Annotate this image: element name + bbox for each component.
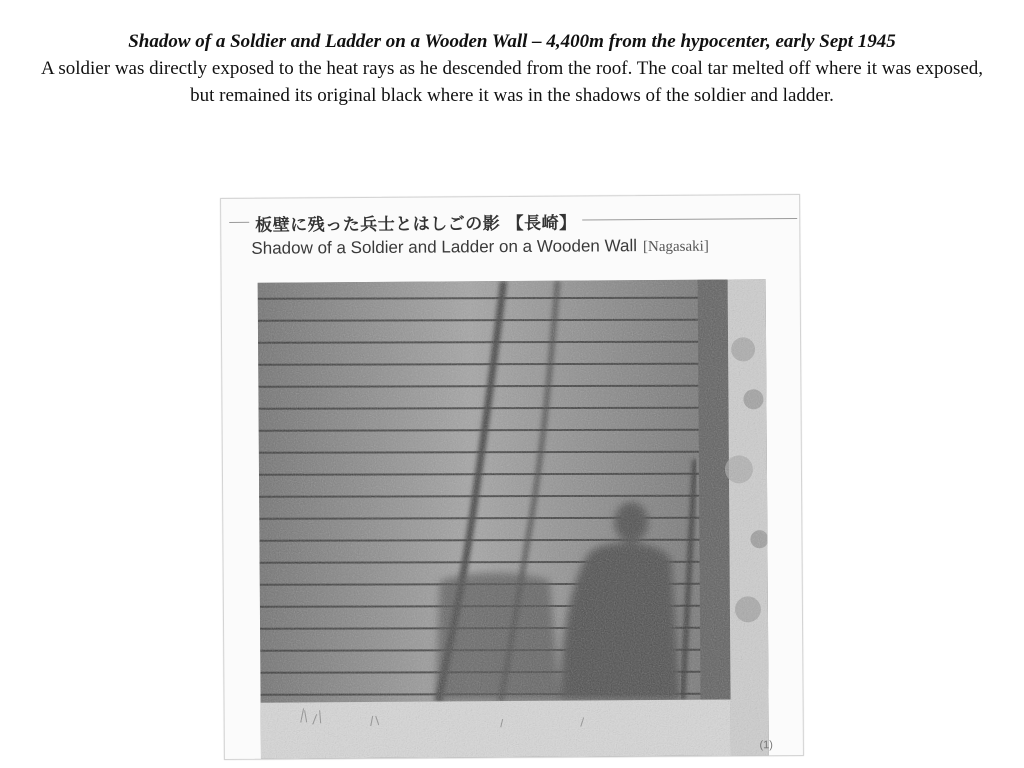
scanned-page — [220, 176, 812, 760]
scan-location: [Nagasaki] — [642, 238, 709, 256]
scan-title-japanese: 板壁に残った兵士とはしごの影 【長崎】 — [249, 209, 583, 236]
wooden-wall-shadow-photo — [258, 279, 769, 759]
scan-title-english — [251, 236, 709, 259]
scan-title-english-text: Shadow of a Soldier and Ladder on a Wooden Wall — [251, 236, 638, 258]
slide-title: Shadow of a Soldier and Ladder on a Wooden Wall – 4,400m from the hypocenter, early Sept 1945 — [128, 31, 896, 52]
photo-svg — [258, 279, 769, 759]
scan-sheet — [220, 194, 804, 760]
film-grain — [258, 279, 769, 759]
scan-page-number: (1) — [759, 739, 773, 752]
slide-caption: A soldier was directly exposed to the heat rays as he descended from the roof. The coal tar melted off where it was exposed, but remained its original black where it was in the shadows of the soldier and ladder. — [40, 58, 984, 106]
slide-header — [40, 28, 984, 109]
